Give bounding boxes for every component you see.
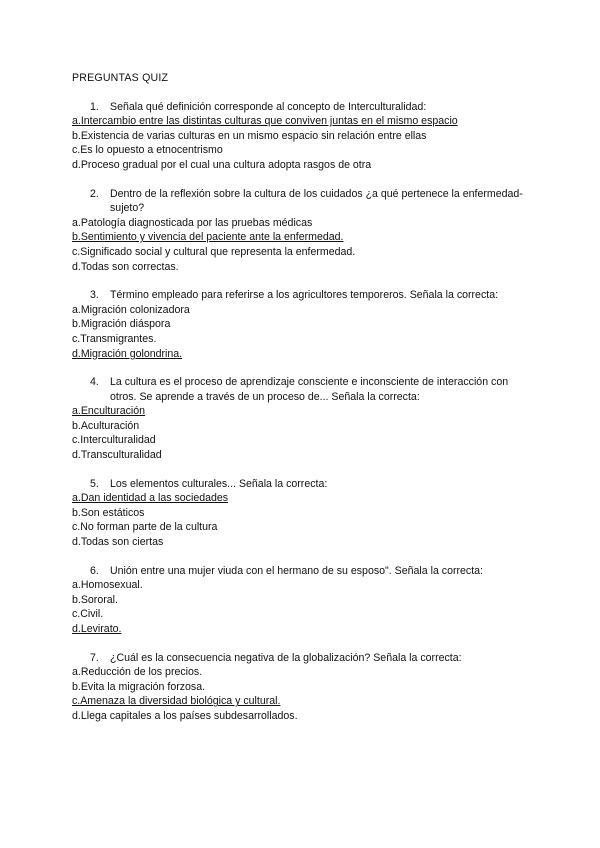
answer-option-correct: c.Amenaza la diversidad biológica y cultural. [72, 695, 281, 708]
answer-option: c.Transmigrantes. [72, 332, 157, 345]
question-text: ¿Cuál es la consecuencia negativa de la globalización? Señala la correcta: [110, 651, 462, 664]
answer-option: a.Reducción de los precios. [72, 666, 203, 679]
answer-option-correct: a.Enculturación [72, 405, 146, 418]
question-text: Señala qué definición corresponde al concepto de Interculturalidad: [110, 100, 427, 113]
question-number: 2. [90, 187, 99, 200]
answer-option-correct: d.Migración golondrina. [72, 347, 183, 360]
question-text-row [90, 375, 532, 404]
answer-option: d.Llega capitales a los países subdesarrollados. [72, 709, 298, 722]
question-number: 3. [90, 289, 99, 302]
document-title: PREGUNTAS QUIZ [72, 72, 169, 84]
question-text: Término empleado para referirse a los agricultores temporeros. Señala la correcta: [110, 289, 499, 302]
answer-option: c.Civil. [72, 608, 104, 621]
answer-option: d.Proceso gradual por el cual una cultura adopta rasgos de otra [72, 158, 372, 171]
answer-option: d.Todas son ciertas [72, 536, 164, 549]
question-text: La cultura es el proceso de aprendizaje consciente e inconsciente de interacción con otros. Se aprende a través de un proceso de... Señala la correcta: [110, 376, 509, 403]
document-page [72, 71, 532, 738]
question-4 [72, 375, 532, 463]
answer-option: c.Significado social y cultural que representa la enfermedad. [72, 245, 356, 258]
answer-option: d.Todas son correctas. [72, 260, 179, 273]
question-number: 1. [90, 100, 99, 113]
answer-option-correct: d.Levirato. [72, 623, 122, 635]
question-3 [72, 288, 532, 361]
question-number: 7. [90, 651, 99, 664]
question-6 [72, 564, 532, 637]
question-list [72, 100, 532, 724]
question-text: Unión entre una mujer viuda con el hermano de su esposo". Señala la correcta: [110, 564, 483, 577]
question-text: Dentro de la reflexión sobre la cultura de los cuidados ¿a qué pertenece la enfermedad-sujeto? [110, 187, 523, 215]
answer-option: a.Patología diagnosticada por las pruebas médicas [72, 216, 313, 229]
question-7 [72, 651, 532, 724]
answer-option: c.No forman parte de la cultura [72, 521, 218, 534]
question-1 [72, 100, 532, 173]
answer-option-correct: a.Dan identidad a las sociedades [72, 492, 229, 505]
question-text-row [90, 564, 532, 579]
answer-option: c.Es lo opuesto a etnocentrismo [72, 144, 223, 157]
answer-option: c.Interculturalidad [72, 434, 156, 447]
answer-option: b.Migración diáspora [72, 318, 171, 331]
answer-option: b.Sororal. [72, 593, 118, 606]
answer-option: b.Aculturación [72, 419, 140, 432]
question-2 [72, 187, 532, 275]
question-5 [72, 477, 532, 550]
answer-option-correct: b.Sentimiento y vivencia del paciente ante la enfermedad. [72, 231, 344, 244]
answer-option: b.Evita la migración forzosa. [72, 680, 206, 693]
question-text-row [90, 651, 532, 666]
question-text-row [90, 288, 532, 303]
question-number: 6. [90, 564, 99, 577]
question-number: 4. [90, 376, 99, 389]
answer-option-correct: a.Intercambio entre las distintas culturas que conviven juntas en el mismo espacio [72, 115, 458, 128]
answer-option: a.Homosexual. [72, 579, 143, 592]
question-text-row [90, 100, 532, 115]
question-text-row [90, 477, 532, 492]
answer-option: a.Migración colonizadora [72, 303, 190, 316]
answer-option: b.Existencia de varias culturas en un mismo espacio sin relación entre ellas [72, 129, 427, 142]
question-number: 5. [90, 477, 99, 490]
answer-option: b.Son estáticos [72, 506, 145, 519]
question-text: Los elementos culturales... Señala la correcta: [110, 477, 328, 490]
answer-option: d.Transculturalidad [72, 449, 162, 462]
question-text-row [90, 187, 532, 216]
